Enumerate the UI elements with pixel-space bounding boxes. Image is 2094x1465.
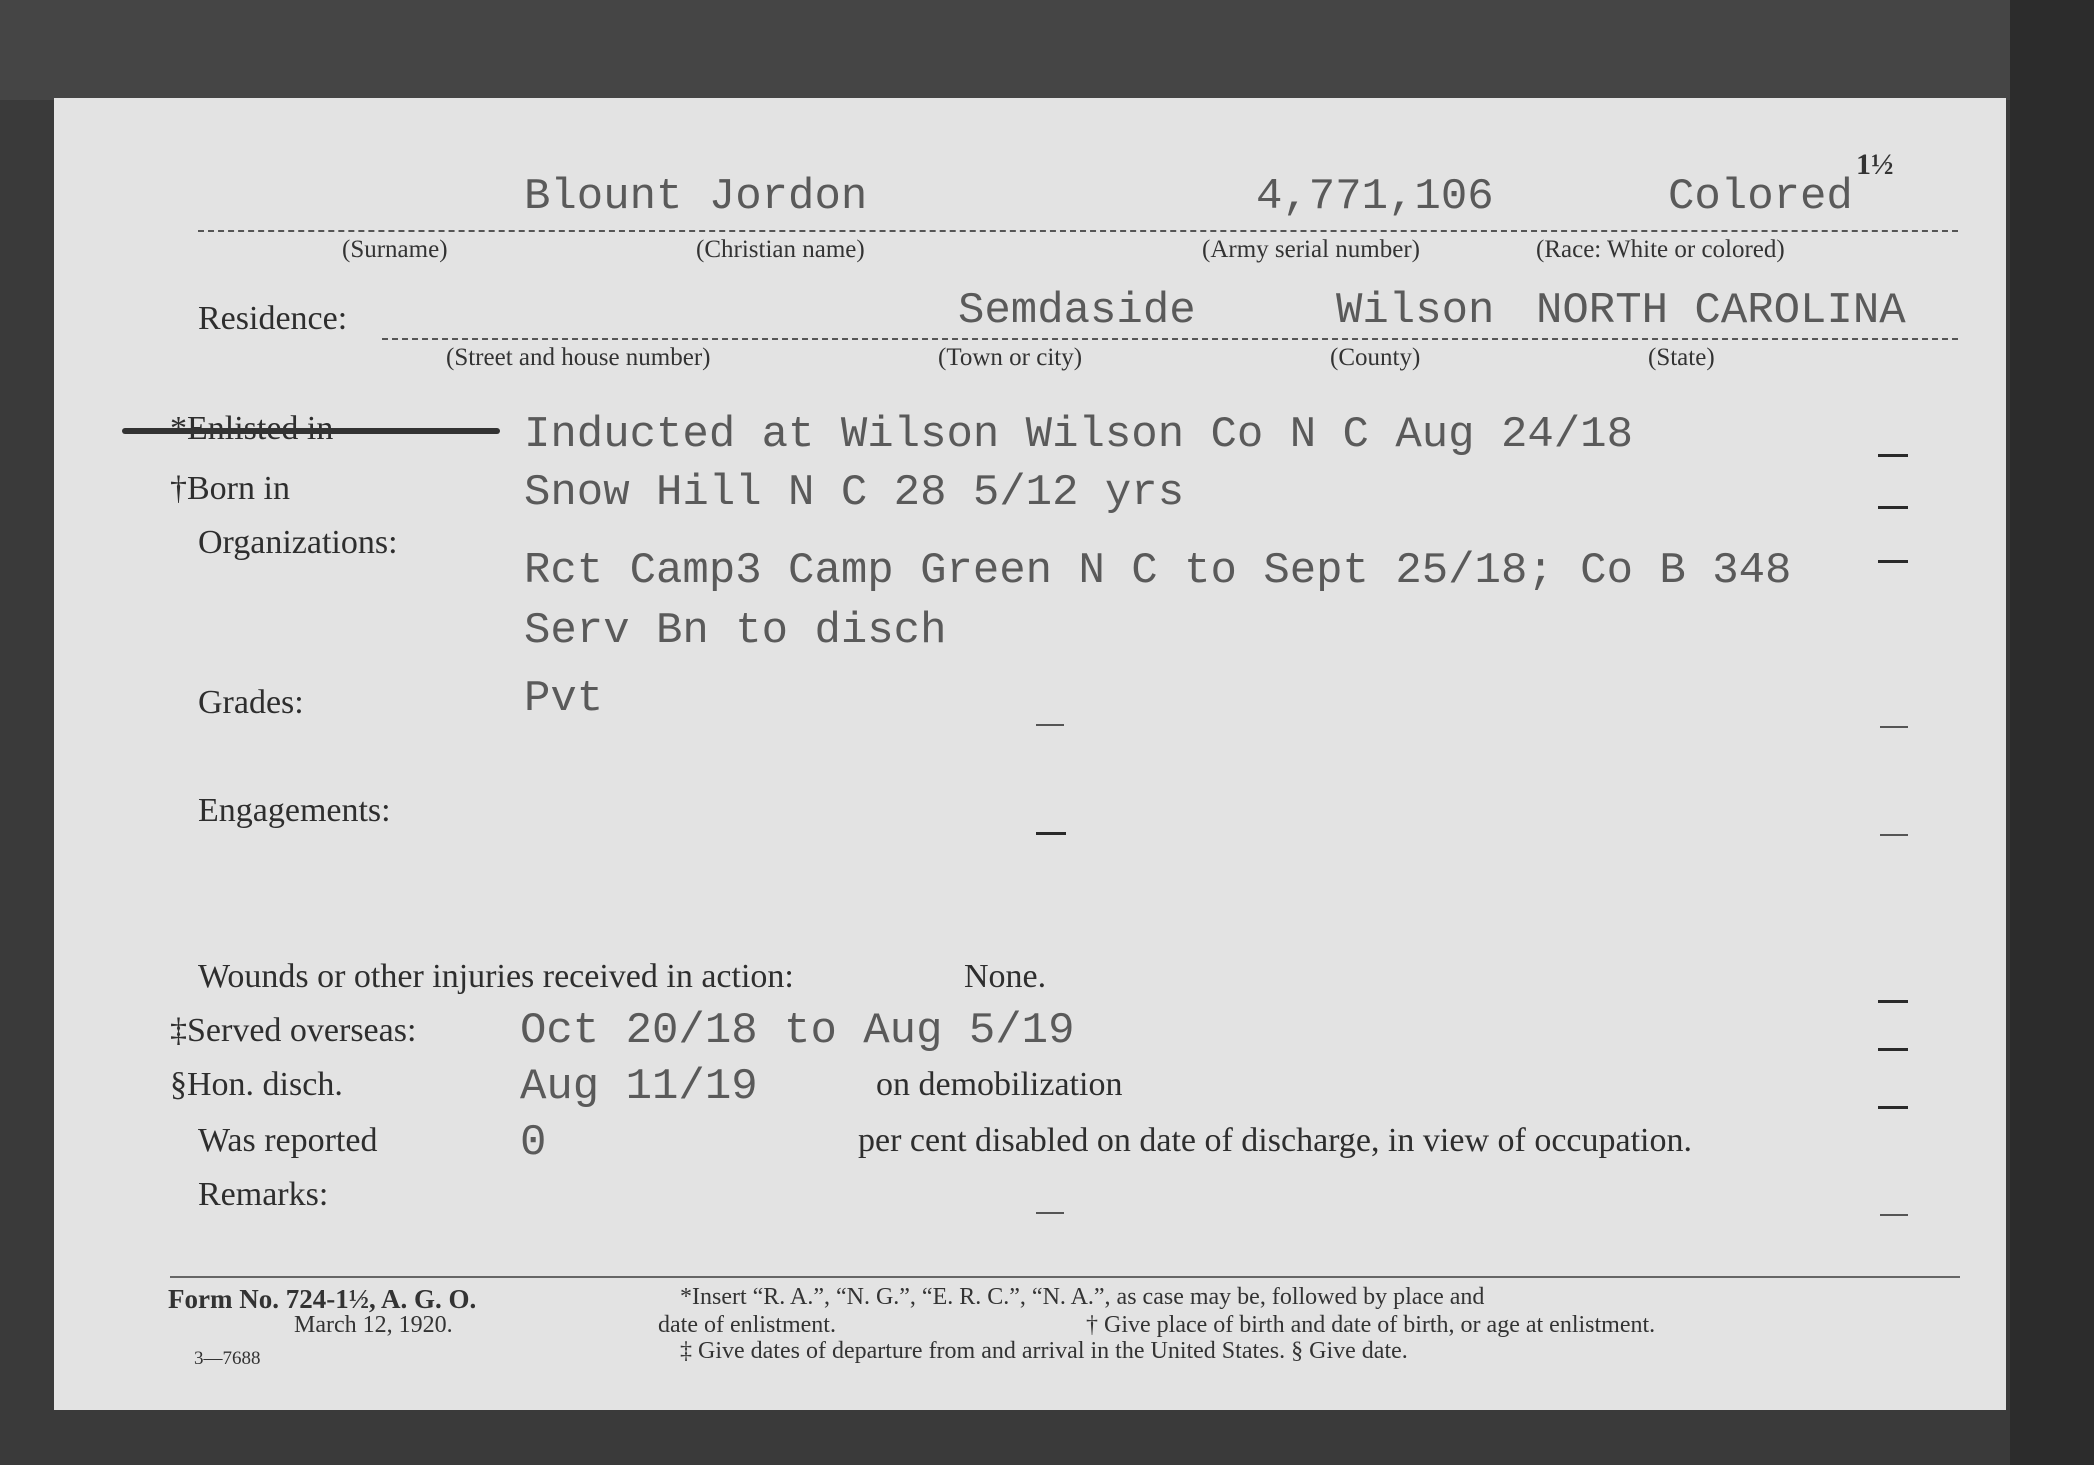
form-number: Form No. 724-1½, A. G. O. bbox=[168, 1284, 477, 1314]
dash-mark bbox=[1878, 1000, 1908, 1003]
grade-value: Pvt bbox=[524, 674, 604, 724]
remarks-label: Remarks: bbox=[198, 1176, 329, 1213]
service-record-card bbox=[54, 98, 2006, 1410]
overseas-label: ‡Served overseas: bbox=[170, 1012, 417, 1049]
hon-disch-date: Aug 11/19 bbox=[520, 1062, 758, 1112]
residence-county: Wilson bbox=[1336, 286, 1495, 336]
footnote-enlistment-cont: date of enlistment. bbox=[658, 1312, 836, 1338]
reported-label: Was reported bbox=[198, 1122, 378, 1159]
dash-mark bbox=[1036, 832, 1066, 835]
caption-county: (County) bbox=[1330, 344, 1421, 371]
caption-surname: (Surname) bbox=[342, 236, 448, 263]
caption-race: (Race: White or colored) bbox=[1536, 236, 1785, 263]
organizations-line-1: Rct Camp3 Camp Green N C to Sept 25/18; Co B 348 bbox=[524, 546, 1792, 596]
grades-label: Grades: bbox=[198, 684, 304, 721]
reported-text: per cent disabled on date of discharge, in view of occupation. bbox=[858, 1122, 1692, 1159]
footnote-birth: † Give place of birth and date of birth, or age at enlistment. bbox=[1086, 1312, 1656, 1338]
dash-mark bbox=[1880, 834, 1908, 836]
strikethrough-mark bbox=[122, 428, 500, 434]
dash-mark bbox=[1878, 454, 1908, 457]
residence-town: Semdaside bbox=[958, 286, 1196, 336]
organizations-line-2: Serv Bn to disch bbox=[524, 606, 947, 656]
dash-mark bbox=[1878, 560, 1908, 563]
wounds-label: Wounds or other injuries received in action: bbox=[198, 958, 794, 995]
dash-mark bbox=[1878, 1048, 1908, 1051]
scan-border-top bbox=[0, 0, 2094, 100]
header-rule bbox=[198, 230, 1958, 232]
form-code: 3—7688 bbox=[194, 1348, 261, 1369]
caption-serial-number: (Army serial number) bbox=[1202, 236, 1420, 263]
enlisted-value: Inducted at Wilson Wilson Co N C Aug 24/18 bbox=[524, 410, 1633, 460]
residence-state: NORTH CAROLINA bbox=[1536, 286, 1906, 336]
caption-town: (Town or city) bbox=[938, 344, 1083, 371]
residence-label: Residence: bbox=[198, 300, 348, 337]
footnote-overseas: ‡ Give dates of departure from and arrival in the United States. § Give date. bbox=[680, 1338, 1408, 1364]
hon-disch-note: on demobilization bbox=[876, 1066, 1123, 1103]
born-label: †Born in bbox=[170, 470, 290, 507]
footer-rule bbox=[170, 1276, 1960, 1278]
corner-mark: 1½ bbox=[1856, 148, 1894, 181]
caption-state: (State) bbox=[1648, 344, 1715, 371]
dash-mark bbox=[1880, 726, 1908, 728]
overseas-value: Oct 20/18 to Aug 5/19 bbox=[520, 1006, 1075, 1056]
dash-mark bbox=[1878, 506, 1908, 509]
residence-rule bbox=[382, 338, 1958, 340]
dash-mark bbox=[1880, 1214, 1908, 1216]
form-date: March 12, 1920. bbox=[294, 1312, 453, 1338]
caption-christian-name: (Christian name) bbox=[696, 236, 865, 263]
engagements-label: Engagements: bbox=[198, 792, 391, 829]
hon-disch-label: §Hon. disch. bbox=[170, 1066, 343, 1103]
dash-mark bbox=[1878, 1106, 1908, 1109]
dash-mark bbox=[1036, 724, 1064, 726]
serial-value: 4,771,106 bbox=[1256, 172, 1494, 222]
caption-street: (Street and house number) bbox=[446, 344, 711, 371]
scan-border-right bbox=[2010, 0, 2094, 1465]
dash-mark bbox=[1036, 1212, 1064, 1214]
race-value: Colored bbox=[1668, 172, 1853, 222]
born-value: Snow Hill N C 28 5/12 yrs bbox=[524, 468, 1185, 518]
wounds-value: None. bbox=[964, 958, 1047, 995]
footnote-enlistment: *Insert “R. A.”, “N. G.”, “E. R. C.”, “N. A.”, as case may be, followed by place and bbox=[680, 1284, 1485, 1310]
name-value: Blount Jordon bbox=[524, 172, 868, 222]
organizations-label: Organizations: bbox=[198, 524, 398, 561]
reported-value: 0 bbox=[520, 1118, 547, 1168]
